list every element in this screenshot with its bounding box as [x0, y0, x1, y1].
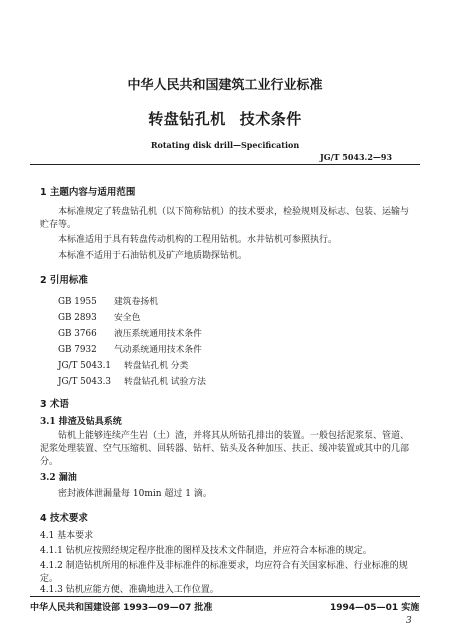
header-divider: [30, 164, 420, 165]
reference-name: 液压系统通用技术条件: [114, 329, 202, 339]
title-sub: 技术条件: [239, 110, 302, 128]
document-title: [0, 108, 450, 129]
section-3-2-heading: 3.2 漏油: [40, 473, 77, 483]
section-4-1-2: 4.1.2 制造钻机所用的标准件及非标准件的标准要求，均应符合有关国家标准、行业标准的规定。: [40, 561, 408, 584]
reference-item: [58, 310, 140, 323]
approval-info: 中华人民共和国建设部 1993—09—07 批准: [30, 603, 213, 613]
effective-date: 1994—05—01 实施: [330, 603, 420, 613]
reference-number: GB 3766: [58, 329, 97, 339]
reference-number: GB 2893: [58, 313, 97, 323]
standard-organization: 中华人民共和国建筑工业行业标准: [127, 78, 323, 93]
reference-name: 气动系统通用技术条件: [114, 345, 202, 355]
standard-code: JG/T 5043.2—93: [320, 152, 393, 162]
section-4-1-1: 4.1.1 钻机应按照经规定程序批准的图样及技术文件制造，并应符合本标准的规定。: [40, 546, 372, 556]
reference-name: 转盘钻孔机 试验方法: [124, 377, 206, 387]
reference-item: [58, 342, 202, 355]
reference-name: 转盘钻孔机 分类: [124, 361, 189, 371]
section-4-1-3: 4.1.3 钻机应能方便、准确地进入工作位置。: [40, 585, 219, 595]
reference-item: [58, 358, 188, 371]
reference-number: JG/T 5043.1: [58, 361, 111, 371]
footer-divider: [30, 596, 420, 597]
reference-item: [58, 326, 202, 339]
reference-name: 安全色: [114, 313, 141, 323]
reference-item: [58, 374, 206, 387]
reference-number: GB 7932: [58, 345, 97, 355]
section-3-1-heading: 3.1 排渣及钻具系统: [40, 417, 122, 427]
section-4-heading: 4 技术要求: [40, 513, 88, 524]
section-1-para-1: 本标准规定了转盘钻孔机（以下简称钻机）的技术要求，检验规则及标志、包装、运输与贮存等。: [40, 207, 410, 230]
reference-number: JG/T 5043.3: [58, 377, 111, 387]
section-2-heading: 2 引用标准: [40, 275, 88, 286]
section-1-para-2: 本标准适用于具有转盘传动机构的工程用钻机。水井钻机可参照执行。: [58, 235, 338, 245]
section-1-para-3: 本标准不适用于石油钻机及矿产地质勘探钻机。: [58, 251, 248, 261]
section-3-1-para: 钻机上能够连续产生岩（土）渣，并将其从所钻孔排出的装置。一般包括泥浆泵、管道、泥浆处理装置、空气压缩机、回转器、钻杆、钻头及各种加压、扶正、缓冲装置或其中的几部分。: [40, 431, 410, 467]
reference-item: [58, 294, 158, 307]
title-main: 转盘钻孔机: [148, 110, 226, 128]
reference-name: 建筑卷扬机: [114, 297, 158, 307]
section-1-heading: 1 主题内容与适用范围: [40, 187, 136, 198]
section-3-2-para: 密封液体泄漏量每 10min 超过 1 滴。: [58, 489, 212, 499]
page-number: 3: [406, 616, 412, 626]
reference-number: GB 1955: [58, 297, 97, 307]
section-3-heading: 3 术语: [40, 399, 69, 410]
section-4-1-heading: 4.1 基本要求: [40, 531, 94, 541]
english-title: Rotating disk drill—Specification: [150, 140, 300, 150]
